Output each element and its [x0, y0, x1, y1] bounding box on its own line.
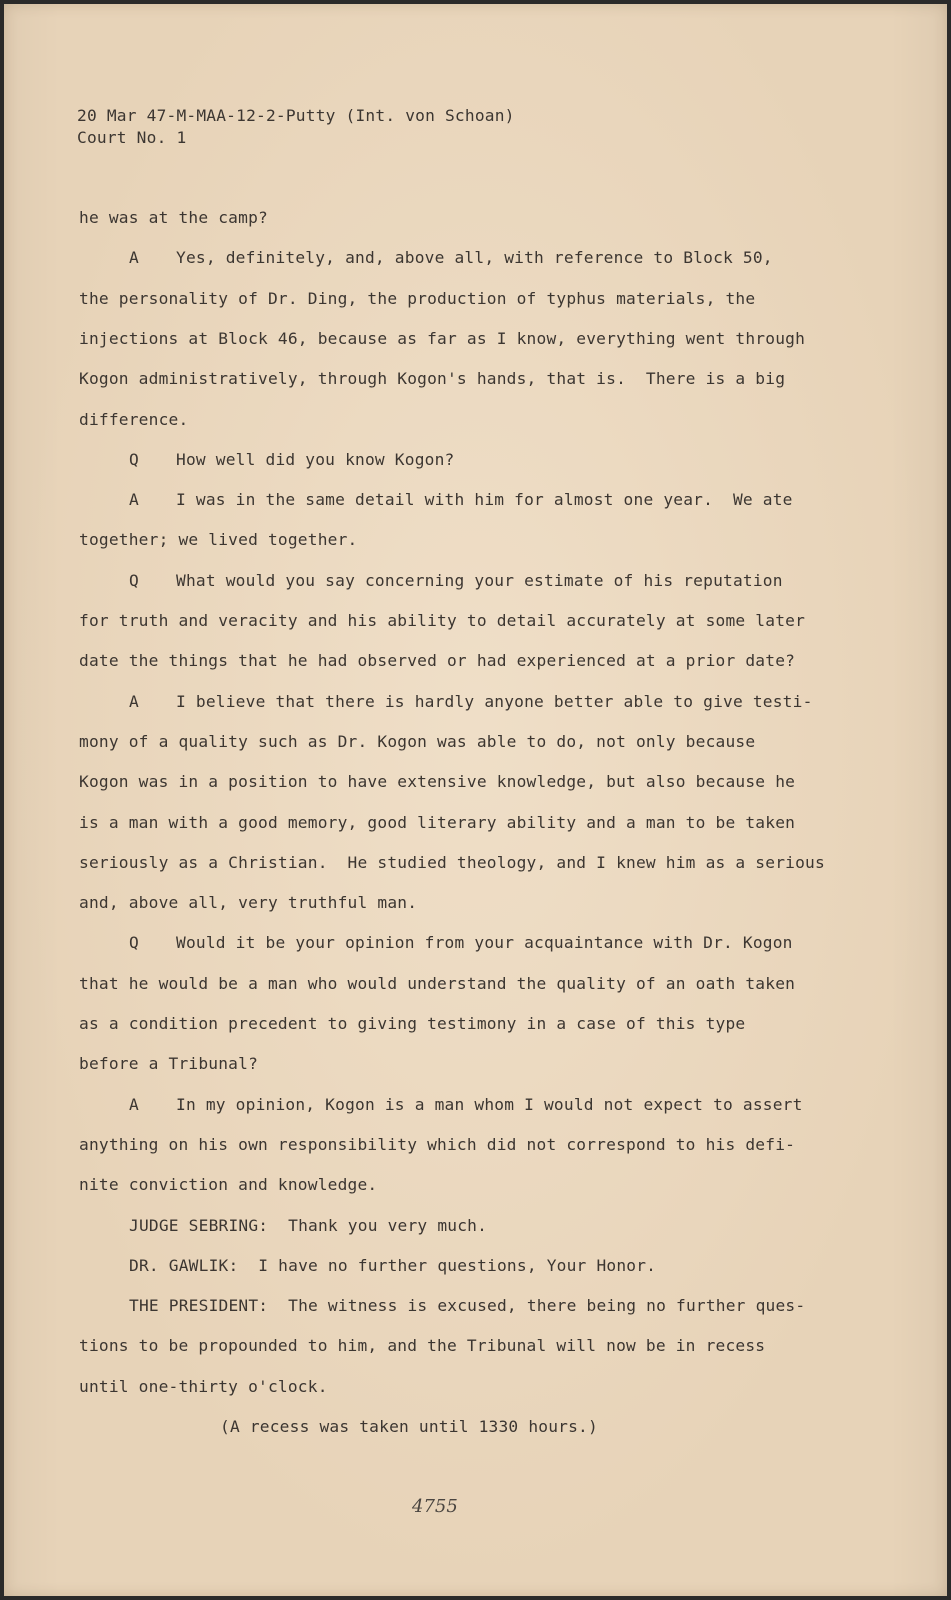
- transcript-line: he was at the camp?: [79, 208, 268, 227]
- transcript-line: that he would be a man who would understand the quality of an oath taken: [79, 974, 796, 993]
- transcript-line: and, above all, very truthful man.: [79, 893, 418, 912]
- transcript-line: difference.: [79, 410, 189, 429]
- answer-text: In my opinion, Kogon is a man whom I would not expect to assert: [176, 1095, 803, 1114]
- transcript-line: together; we lived together.: [79, 530, 358, 549]
- transcript-line: seriously as a Christian. He studied theology, and I knew him as a serious: [79, 853, 825, 872]
- question-text: Would it be your opinion from your acquaintance with Dr. Kogon: [176, 933, 793, 952]
- speaker-line: JUDGE SEBRING: Thank you very much.: [129, 1216, 488, 1235]
- transcript-line: date the things that he had observed or had experienced at a prior date?: [79, 651, 796, 670]
- question-text: How well did you know Kogon?: [176, 450, 455, 469]
- transcript-line: before a Tribunal?: [79, 1054, 259, 1073]
- document-page: [4, 4, 947, 1596]
- answer-text: Yes, definitely, and, above all, with reference to Block 50,: [176, 248, 773, 267]
- page-number: 4755: [412, 1496, 458, 1517]
- transcript-text: [4, 4, 947, 1596]
- transcript-line: until one-thirty o'clock.: [79, 1377, 328, 1396]
- question-marker: Q: [129, 571, 139, 590]
- transcript-line: nite conviction and knowledge.: [79, 1175, 378, 1194]
- answer-marker: A: [129, 692, 139, 711]
- question-marker: Q: [129, 450, 139, 469]
- transcript-line: Kogon was in a position to have extensive knowledge, but also because he: [79, 772, 796, 791]
- transcript-line: tions to be propounded to him, and the Tribunal will now be in recess: [79, 1336, 766, 1355]
- answer-marker: A: [129, 490, 139, 509]
- answer-marker: A: [129, 1095, 139, 1114]
- question-marker: Q: [129, 933, 139, 952]
- header-line-2: Court No. 1: [77, 128, 187, 147]
- transcript-line: injections at Block 46, because as far as I know, everything went through: [79, 329, 806, 348]
- recess-note: (A recess was taken until 1330 hours.): [220, 1417, 598, 1436]
- transcript-line: anything on his own responsibility which did not correspond to his defi-: [79, 1135, 796, 1154]
- speaker-line: DR. GAWLIK: I have no further questions, Your Honor.: [129, 1256, 657, 1275]
- transcript-line: is a man with a good memory, good literary ability and a man to be taken: [79, 813, 796, 832]
- transcript-line: the personality of Dr. Ding, the production of typhus materials, the: [79, 289, 756, 308]
- transcript-line: Kogon administratively, through Kogon's hands, that is. There is a big: [79, 369, 786, 388]
- transcript-line: for truth and veracity and his ability to detail accurately at some later: [79, 611, 806, 630]
- speaker-line: THE PRESIDENT: The witness is excused, there being no further ques-: [129, 1296, 806, 1315]
- transcript-line: mony of a quality such as Dr. Kogon was able to do, not only because: [79, 732, 756, 751]
- answer-text: I believe that there is hardly anyone better able to give testi-: [176, 692, 813, 711]
- answer-marker: A: [129, 248, 139, 267]
- transcript-line: as a condition precedent to giving testimony in a case of this type: [79, 1014, 746, 1033]
- question-text: What would you say concerning your estimate of his reputation: [176, 571, 783, 590]
- answer-text: I was in the same detail with him for almost one year. We ate: [176, 490, 793, 509]
- header-line-1: 20 Mar 47-M-MAA-12-2-Putty (Int. von Schoan): [77, 106, 515, 125]
